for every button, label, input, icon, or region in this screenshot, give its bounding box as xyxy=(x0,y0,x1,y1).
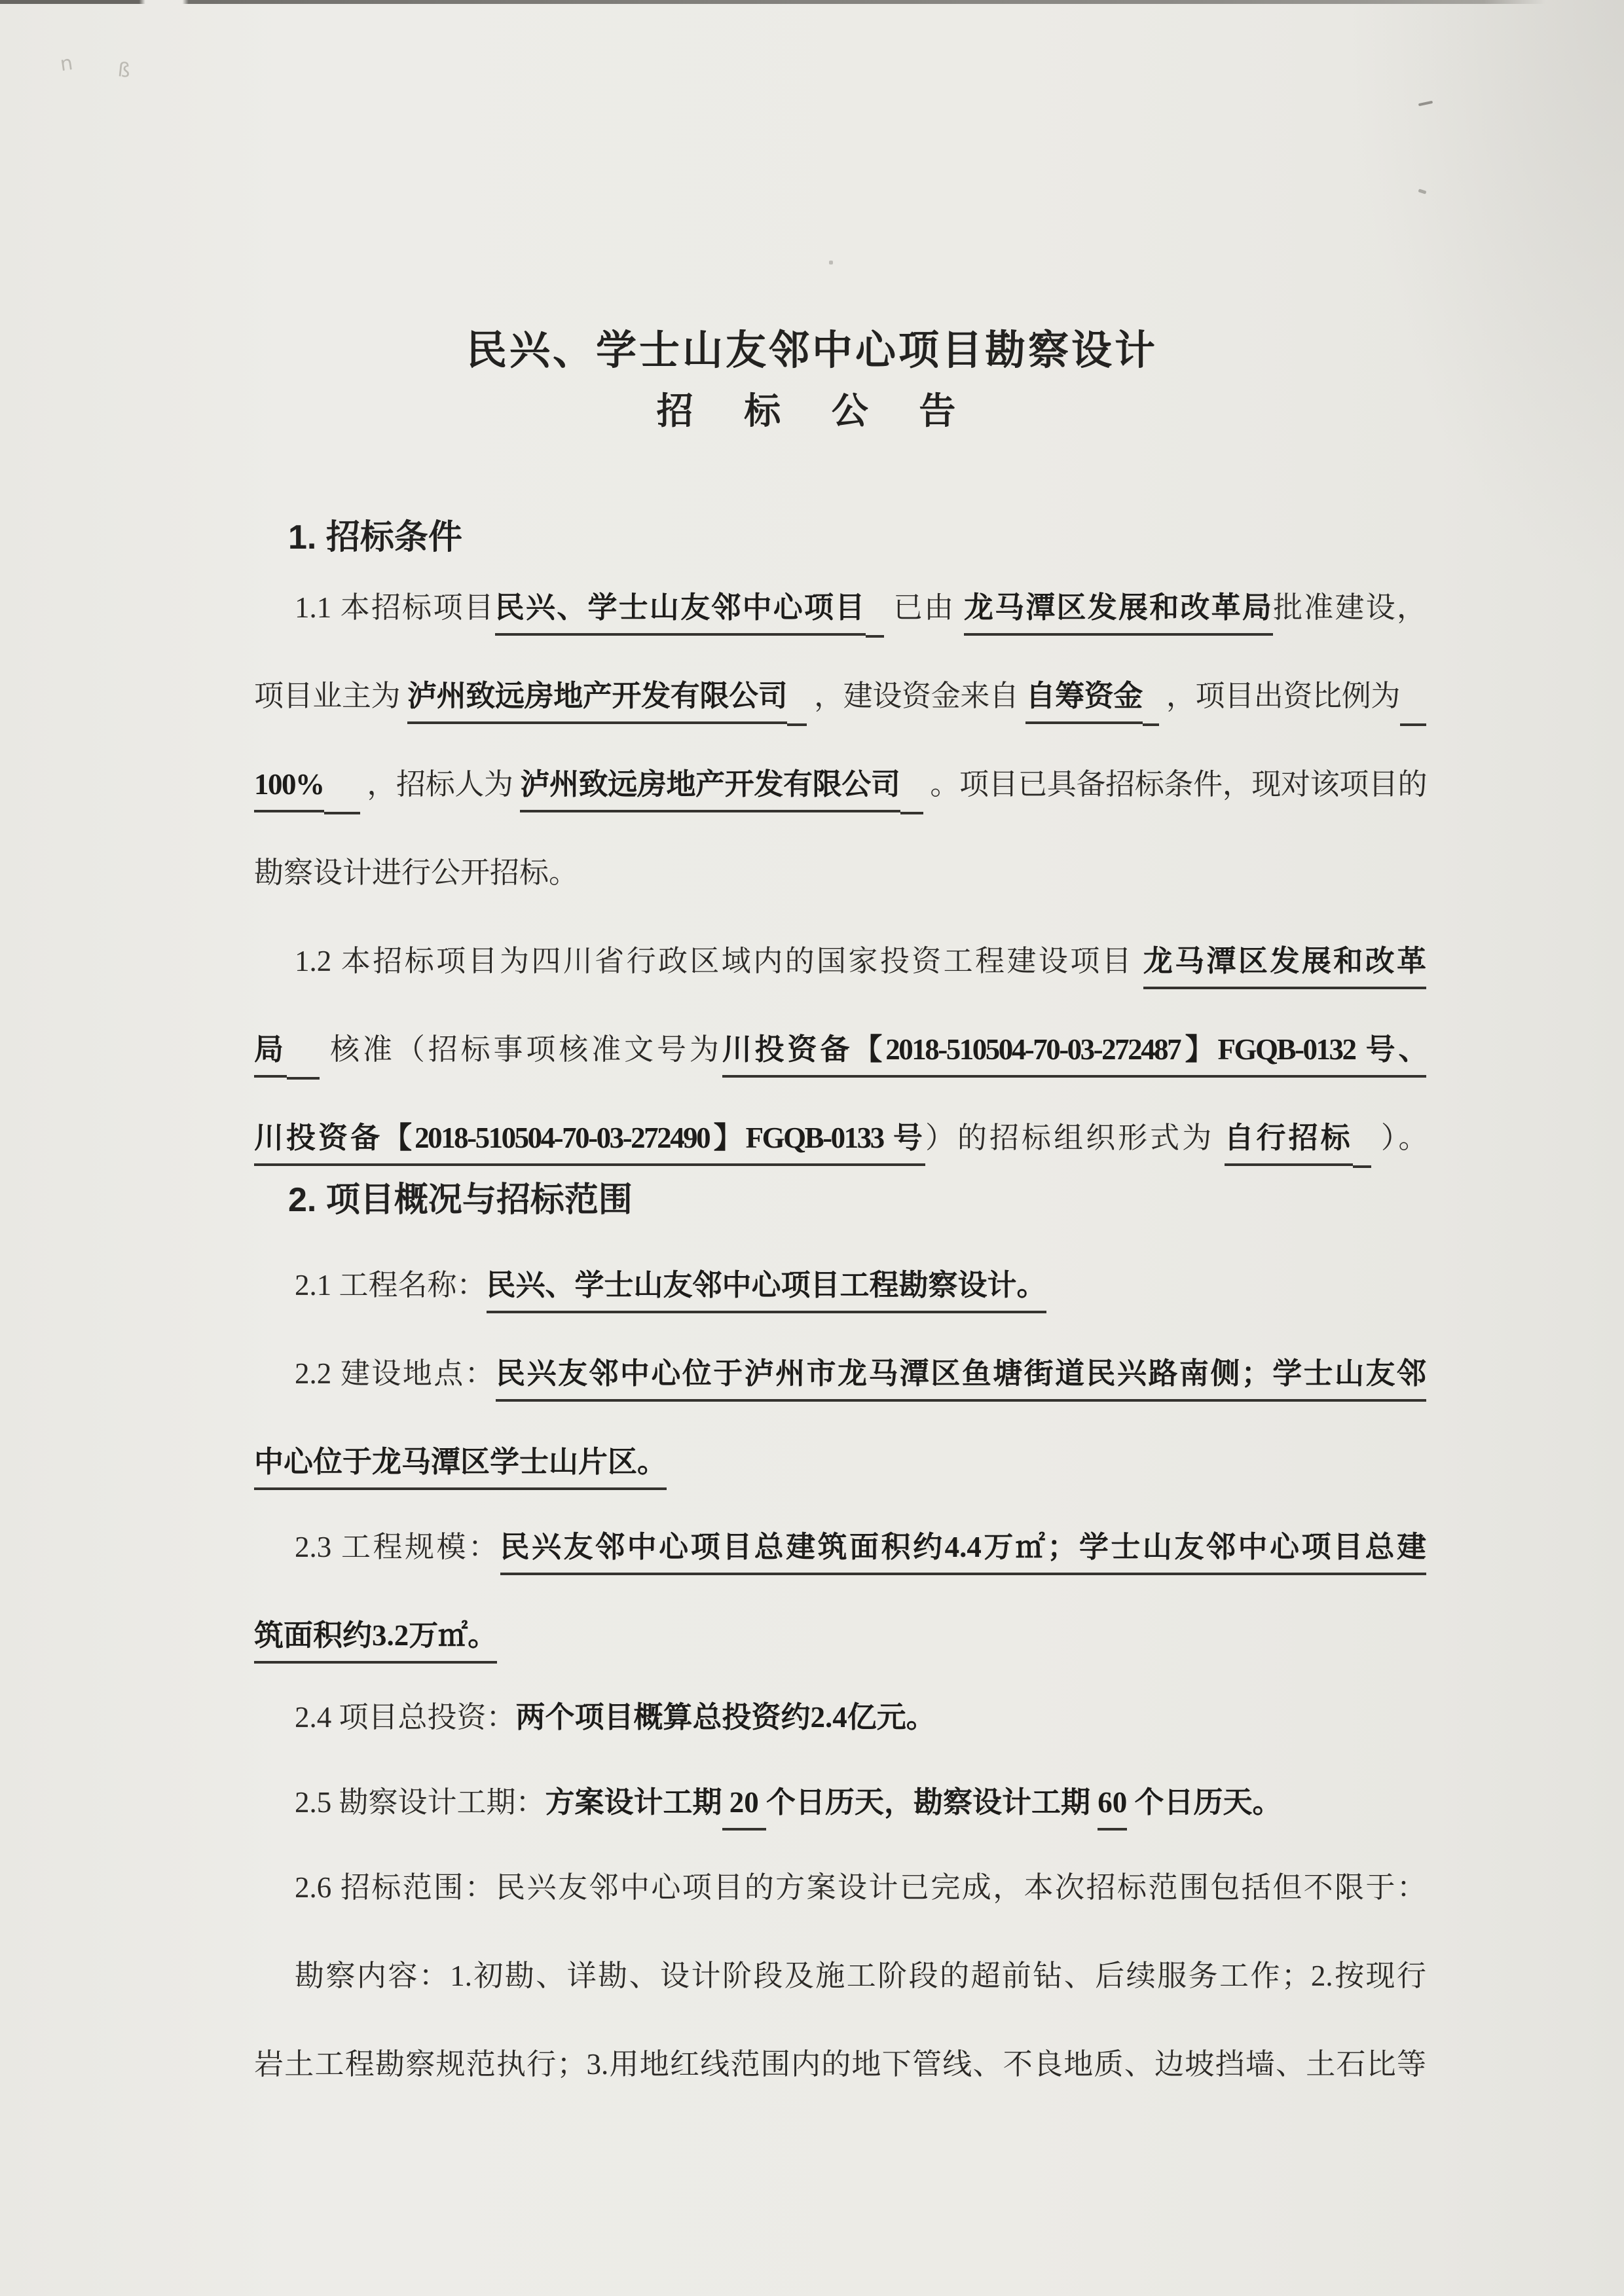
text-line xyxy=(254,1844,1426,1932)
paragraph-p23 xyxy=(254,1503,1426,1680)
filled-in-text: 20 xyxy=(722,1786,767,1831)
pencil-mark: n xyxy=(58,51,75,77)
paragraph-p12 xyxy=(254,917,1426,1182)
filled-in-text: 泸州致远房地产开发有限公司 xyxy=(520,768,900,812)
text-line xyxy=(254,1330,1426,1418)
filled-in-text: 100% xyxy=(254,768,324,812)
text-segment: 2.4 项目总投资： xyxy=(295,1701,516,1734)
text-segment: 个日历天，勘察设计工期 xyxy=(766,1786,1098,1819)
blank-underline xyxy=(324,807,360,814)
text-line xyxy=(254,1006,1426,1094)
text-segment: 2.2 建设地点： xyxy=(295,1357,496,1390)
scan-speck xyxy=(1418,189,1427,194)
text-segment: 2.6 招标范围：民兴友邻中心项目的方案设计已完成，本次招标范围包括但不限于： xyxy=(295,1871,1426,1904)
scan-speck xyxy=(1418,101,1433,106)
text-segment: 个日历天。 xyxy=(1127,1786,1282,1819)
filled-in-text: 60 xyxy=(1098,1786,1127,1831)
filled-in-text: 自筹资金 xyxy=(1025,680,1143,724)
document-title: 民兴、学士山友邻中心项目勘察设计 xyxy=(466,328,1158,373)
paragraph-p26 xyxy=(254,1844,1426,2109)
text-segment: 批准建设， xyxy=(1273,591,1426,624)
blank-underline xyxy=(1400,718,1426,726)
text-line xyxy=(254,652,1426,740)
text-segment: ）的招标组织形式为 xyxy=(925,1121,1225,1154)
text-segment: ，建设资金来自 xyxy=(807,680,1026,712)
filled-in-text: 民兴、学士山友邻中心项目工程勘察设计。 xyxy=(487,1269,1046,1313)
paragraph-p25 xyxy=(254,1758,1426,1847)
filled-in-text: 龙马潭区发展和改革 xyxy=(1143,945,1426,989)
text-segment: 项目业主为 xyxy=(254,680,408,712)
text-segment: 1.2 本招标项目为四川省行政区域内的国家投资工程建设项目 xyxy=(295,945,1143,977)
paragraph-p21 xyxy=(254,1241,1426,1330)
filled-in-text: 民兴、学士山友邻中心项目 xyxy=(495,591,866,636)
blank-underline xyxy=(900,807,923,814)
document-body xyxy=(254,511,1426,2109)
text-segment: 1.1 本招标项目 xyxy=(295,591,495,624)
text-segment: ，项目出资比例为 xyxy=(1159,680,1400,712)
blank-underline xyxy=(866,630,884,638)
filled-in-text: 民兴友邻中心项目总建筑面积约4.4万㎡；学士山友邻中心项目总建 xyxy=(500,1531,1426,1575)
text-segment: 。项目已具备招标条件，现对该项目的 xyxy=(923,768,1426,801)
blank-underline xyxy=(1353,1160,1371,1168)
text-line xyxy=(254,1241,1426,1330)
text-line xyxy=(254,1418,1426,1506)
paragraph-p11 xyxy=(254,564,1426,917)
text-line xyxy=(254,1673,1426,1762)
blank-underline xyxy=(287,1072,320,1080)
section-heading-h1: 1. 招标条件 xyxy=(288,519,462,556)
scan-speck xyxy=(829,261,833,264)
section-heading-h2: 2. 项目概况与招标范围 xyxy=(288,1181,633,1219)
text-segment: 2.1 工程名称： xyxy=(295,1269,487,1302)
text-segment: 核准（招标事项核准文号为 xyxy=(319,1033,722,1066)
document-subtitle: 招 标 公 告 xyxy=(656,390,968,431)
pencil-mark: ß xyxy=(117,58,132,82)
text-line xyxy=(254,1932,1426,2020)
text-segment: 勘察设计进行公开招标。 xyxy=(254,856,579,889)
text-line xyxy=(254,1592,1426,1680)
blank-underline xyxy=(1143,718,1159,726)
filled-in-text: 自行招标 xyxy=(1225,1121,1353,1166)
filled-in-text: 中心位于龙马潭区学士山片区。 xyxy=(254,1446,667,1490)
paragraph-p24 xyxy=(254,1673,1426,1762)
filled-in-text: 局 xyxy=(254,1033,287,1078)
paragraph-p22 xyxy=(254,1330,1426,1506)
text-segment: 岩土工程勘察规范执行；3.用地红线范围内的地下管线、不良地质、边坡挡墙、土石比等 xyxy=(254,2048,1426,2081)
text-segment: 已由 xyxy=(884,591,964,624)
text-line xyxy=(254,2020,1426,2109)
text-segment: 2.3 工程规模： xyxy=(295,1531,500,1563)
filled-in-text: 龙马潭区发展和改革局 xyxy=(964,591,1273,636)
text-line xyxy=(254,1758,1426,1847)
text-line xyxy=(254,1503,1426,1592)
text-segment: 勘察内容：1.初勘、详勘、设计阶段及施工阶段的超前钻、后续服务工作；2.按现行 xyxy=(295,1959,1426,1992)
text-segment: 方案设计工期 xyxy=(545,1786,722,1819)
filled-in-text: 民兴友邻中心位于泸州市龙马潭区鱼塘街道民兴路南侧；学士山友邻 xyxy=(496,1357,1426,1402)
text-line xyxy=(254,564,1426,652)
blank-underline xyxy=(787,718,807,726)
filled-in-text: 泸州致远房地产开发有限公司 xyxy=(407,680,787,724)
text-line xyxy=(254,829,1426,917)
text-line xyxy=(254,740,1426,829)
text-segment: 2.5 勘察设计工期： xyxy=(295,1786,545,1819)
text-line xyxy=(254,917,1426,1006)
text-segment: ）。 xyxy=(1371,1121,1426,1154)
filled-in-text: 川投资备【2018-510504-70-03-272490】FGQB-0133 号 xyxy=(254,1121,925,1166)
title-block xyxy=(0,321,1624,441)
scan-top-edge-artifact xyxy=(0,0,1545,4)
text-segment: 两个项目概算总投资约2.4亿元。 xyxy=(515,1701,936,1734)
text-segment: ，招标人为 xyxy=(360,768,521,801)
text-line xyxy=(254,1094,1426,1182)
filled-in-text: 川投资备【2018-510504-70-03-272487】FGQB-0132 号、 xyxy=(722,1033,1426,1078)
filled-in-text: 筑面积约3.2万㎡。 xyxy=(254,1619,497,1664)
